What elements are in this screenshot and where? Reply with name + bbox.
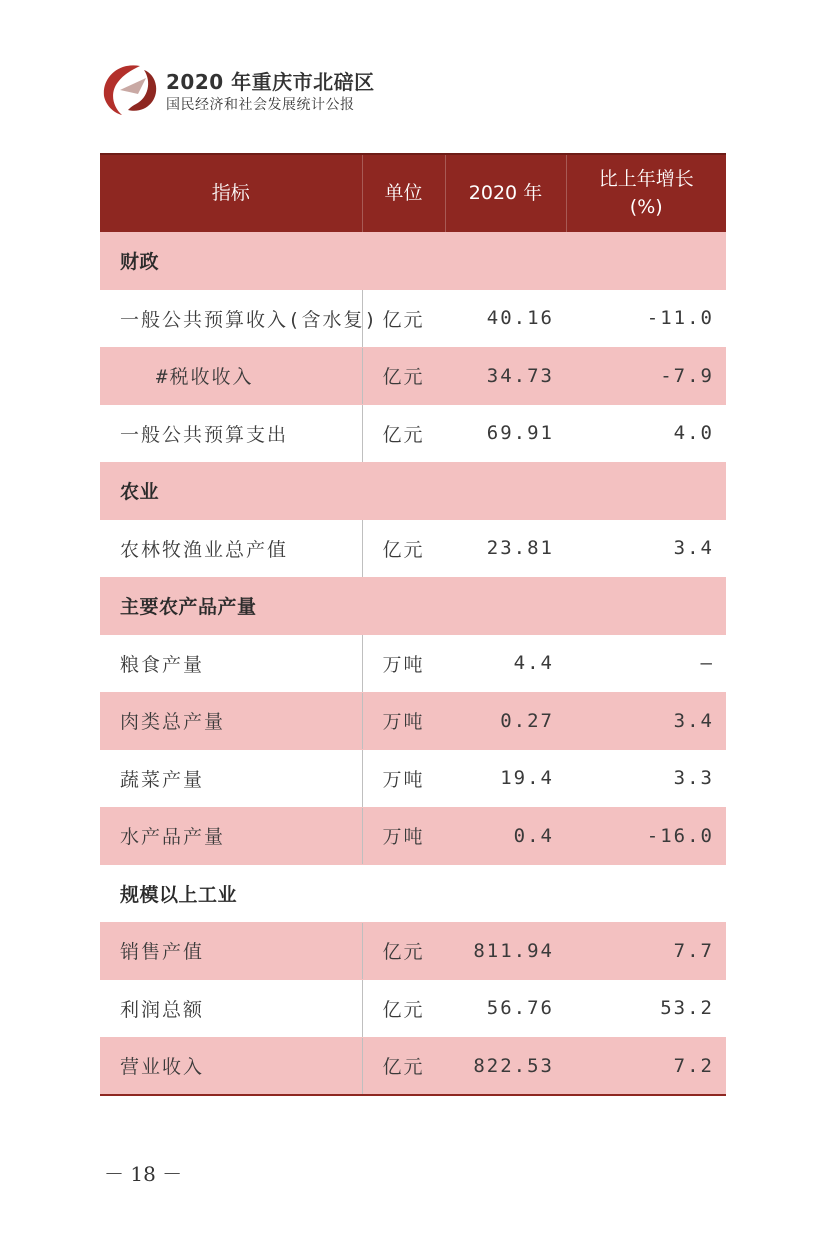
table-section-row xyxy=(100,865,726,923)
table-row xyxy=(100,980,726,1038)
value-cell: 822.53 xyxy=(445,1037,566,1095)
growth-cell: 4.0 xyxy=(566,405,726,463)
table-row xyxy=(100,1037,726,1095)
section-fill xyxy=(362,462,726,520)
indicator-cell: 营业收入 xyxy=(100,1037,362,1095)
table-section-row xyxy=(100,232,726,290)
unit-cell: 万吨 xyxy=(362,750,445,808)
indicator-cell: 农林牧渔业总产值 xyxy=(100,520,362,578)
growth-header-line1: 比上年增长 xyxy=(598,167,694,190)
table-body xyxy=(100,232,726,1095)
section-fill xyxy=(362,865,726,923)
section-label: 主要农产品产量 xyxy=(100,577,362,635)
value-cell: 4.4 xyxy=(445,635,566,693)
value-cell: 34.73 xyxy=(445,347,566,405)
growth-cell: — xyxy=(566,635,726,693)
page-number: － 18 － xyxy=(104,1162,183,1186)
table-row xyxy=(100,692,726,750)
unit-cell: 亿元 xyxy=(362,922,445,980)
growth-cell: -11.0 xyxy=(566,290,726,348)
table-section-row xyxy=(100,462,726,520)
value-cell: 811.94 xyxy=(445,922,566,980)
value-cell: 69.91 xyxy=(445,405,566,463)
statistics-table xyxy=(100,153,726,1096)
section-fill xyxy=(362,577,726,635)
value-cell: 19.4 xyxy=(445,750,566,808)
column-header-indicator: 指标 xyxy=(100,154,362,232)
table-row xyxy=(100,635,726,693)
column-header-growth xyxy=(566,154,726,232)
unit-cell: 亿元 xyxy=(362,290,445,348)
table-header-row xyxy=(100,154,726,232)
report-subtitle: 国民经济和社会发展统计公报 xyxy=(166,97,355,113)
growth-cell: 3.4 xyxy=(566,520,726,578)
unit-cell: 亿元 xyxy=(362,1037,445,1095)
unit-cell: 万吨 xyxy=(362,692,445,750)
value-cell: 40.16 xyxy=(445,290,566,348)
growth-cell: 3.3 xyxy=(566,750,726,808)
growth-header-line2: (%) xyxy=(629,195,663,218)
unit-cell: 万吨 xyxy=(362,807,445,865)
indicator-cell: 蔬菜产量 xyxy=(100,750,362,808)
table-row xyxy=(100,347,726,405)
indicator-cell: 利润总额 xyxy=(100,980,362,1038)
unit-cell: 万吨 xyxy=(362,635,445,693)
growth-cell: 7.7 xyxy=(566,922,726,980)
unit-cell: 亿元 xyxy=(362,980,445,1038)
table-row xyxy=(100,750,726,808)
section-label: 规模以上工业 xyxy=(100,865,362,923)
growth-cell: 53.2 xyxy=(566,980,726,1038)
table-row xyxy=(100,520,726,578)
column-header-year: 2020 年 xyxy=(445,154,566,232)
indicator-cell: #税收收入 xyxy=(100,347,362,405)
value-cell: 0.4 xyxy=(445,807,566,865)
statistics-logo-icon xyxy=(100,60,160,118)
indicator-cell: 一般公共预算收入(含水复) xyxy=(100,290,362,348)
value-cell: 56.76 xyxy=(445,980,566,1038)
indicator-cell: 一般公共预算支出 xyxy=(100,405,362,463)
table-row xyxy=(100,807,726,865)
growth-cell: 7.2 xyxy=(566,1037,726,1095)
section-label: 财政 xyxy=(100,232,362,290)
report-title: 2020 年重庆市北碚区 xyxy=(166,70,375,94)
growth-cell: -16.0 xyxy=(566,807,726,865)
column-header-unit: 单位 xyxy=(362,154,445,232)
indicator-cell: 销售产值 xyxy=(100,922,362,980)
indicator-cell: 水产品产量 xyxy=(100,807,362,865)
growth-cell: -7.9 xyxy=(566,347,726,405)
growth-cell: 3.4 xyxy=(566,692,726,750)
section-fill xyxy=(362,232,726,290)
table-row xyxy=(100,290,726,348)
section-label: 农业 xyxy=(100,462,362,520)
report-header xyxy=(100,60,500,120)
indicator-cell: 粮食产量 xyxy=(100,635,362,693)
table-section-row xyxy=(100,577,726,635)
unit-cell: 亿元 xyxy=(362,405,445,463)
unit-cell: 亿元 xyxy=(362,520,445,578)
value-cell: 0.27 xyxy=(445,692,566,750)
table-row xyxy=(100,922,726,980)
table-row xyxy=(100,405,726,463)
value-cell: 23.81 xyxy=(445,520,566,578)
unit-cell: 亿元 xyxy=(362,347,445,405)
indicator-cell: 肉类总产量 xyxy=(100,692,362,750)
